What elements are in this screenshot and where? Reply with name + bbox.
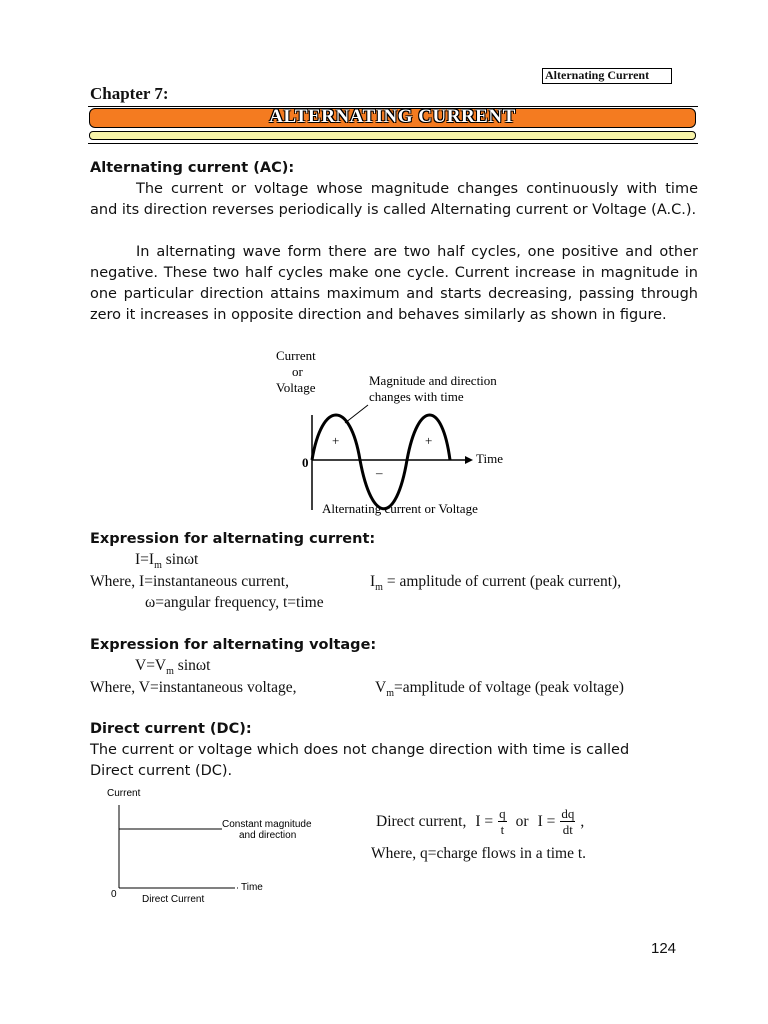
where-instantaneous-current: Where, I=instantaneous current,	[90, 573, 289, 590]
formula-1-lhs: I =	[475, 812, 494, 830]
figure-dc-origin: 0	[111, 889, 117, 900]
formula-2-lhs: I =	[537, 812, 556, 830]
equation-current	[135, 551, 198, 571]
paragraph-dc-definition: The current or voltage which does not change direction with time is called Direct current (DC).	[90, 742, 630, 779]
figure-dc-annotation-1: Constant magnitude	[222, 819, 312, 830]
figure-ac-annotation-2: changes with time	[369, 389, 464, 404]
formula-comma: ,	[580, 812, 585, 830]
figure-dc-annotation-2: and direction	[239, 830, 297, 841]
where-peak-current	[370, 573, 621, 593]
symbol-sub: m	[375, 582, 383, 594]
symbol-description: =amplitude of voltage (peak voltage)	[393, 679, 624, 696]
where-instantaneous-voltage: Where, V=instantaneous voltage,	[90, 679, 297, 696]
figure-ac-xlabel: Time	[476, 451, 503, 466]
numerator: q	[499, 806, 506, 821]
equation-rhs: sinωt	[173, 657, 211, 674]
formula-or: or	[515, 812, 529, 830]
figure-ac-waveform	[260, 345, 520, 520]
figure-ac-annotation-1: Magnitude and direction	[369, 373, 497, 388]
positive-half-marker: +	[332, 433, 340, 448]
equation-lhs: V=V	[135, 657, 167, 674]
page-number: 124	[651, 940, 677, 957]
section-heading-voltage-expression: Expression for alternating voltage:	[90, 637, 377, 653]
positive-half-marker-2: +	[425, 433, 433, 448]
divider-bottom	[88, 143, 698, 144]
section-heading-ac: Alternating current (AC):	[90, 160, 295, 176]
figure-ac-origin: 0	[302, 455, 309, 470]
chapter-title: ALTERNATING CURRENT	[269, 106, 516, 127]
sine-wave	[312, 415, 450, 509]
negative-half-marker: –	[376, 465, 383, 480]
numerator: dq	[561, 806, 575, 821]
equation-rhs: sinωt	[161, 551, 199, 568]
running-header: Alternating Current	[542, 68, 672, 84]
paragraph-text: In alternating wave form there are two half cycles, one positive and other negative. These two half cycles make one cycle. Current increase in magnitude in one particular direction attains maximum and starts decreasing, passing through zero it increases in opposite direction and behaves similarly as shown in figure.	[90, 244, 698, 323]
paragraph-ac-definition	[90, 179, 698, 221]
denominator: t	[500, 822, 505, 837]
denominator: dt	[562, 822, 573, 837]
figure-ac-caption: Alternating current or Voltage	[322, 501, 478, 516]
paragraph-ac-waveform	[90, 242, 698, 326]
figure-dc-ylabel: Current	[107, 788, 141, 799]
fraction-dq-over-dt	[560, 806, 575, 837]
figure-ac-ylabel-3: Voltage	[276, 380, 316, 395]
symbol-description: = amplitude of current (peak current),	[382, 573, 622, 590]
where-charge: Where, q=charge flows in a time t.	[371, 845, 587, 862]
figure-ac-ylabel-2: or	[292, 364, 303, 379]
equation-sub: m	[166, 666, 174, 678]
figure-dc-caption: Direct Current	[142, 894, 205, 905]
where-peak-voltage	[375, 679, 624, 699]
figure-dc-graph	[100, 785, 340, 910]
symbol: I	[370, 573, 376, 590]
figure-ac-ylabel-1: Current	[276, 348, 316, 363]
section-heading-ac-expression: Expression for alternating current:	[90, 531, 376, 547]
chapter-label: Chapter 7:	[90, 84, 169, 103]
section-heading-dc: Direct current (DC):	[90, 721, 252, 737]
fraction-q-over-t	[498, 806, 507, 837]
where-angular-frequency: ω=angular frequency, t=time	[145, 594, 324, 611]
x-axis-arrow	[465, 456, 473, 464]
annotation-leader-line	[345, 405, 368, 423]
equation-voltage	[135, 657, 210, 677]
symbol-sub: m	[386, 688, 394, 700]
figure-dc-xlabel: Time	[241, 882, 263, 893]
paragraph-text: The current or voltage whose magnitude changes continuously with time and its direction reverses periodically is called Alternating current or Voltage (A.C.).	[90, 181, 698, 218]
symbol: V	[375, 679, 387, 696]
equation-lhs: I=I	[135, 551, 155, 568]
banner-stripe	[89, 131, 696, 140]
equation-sub: m	[154, 560, 162, 572]
formula-prefix: Direct current,	[376, 812, 467, 830]
dc-formula	[376, 806, 584, 837]
